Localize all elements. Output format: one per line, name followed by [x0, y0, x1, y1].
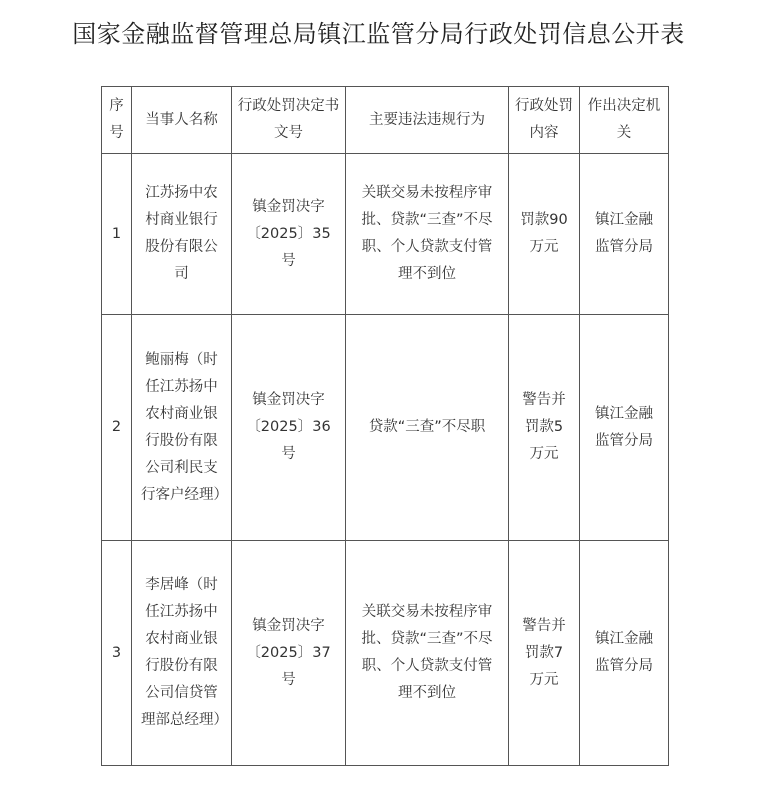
- cell-penalty: 罚款90万元: [509, 154, 580, 315]
- cell-authority: 镇江金融监管分局: [580, 315, 669, 541]
- header-violation: 主要违法违规行为: [346, 87, 509, 154]
- header-penalty: 行政处罚内容: [509, 87, 580, 154]
- penalty-info-table: [101, 86, 669, 766]
- cell-authority: 镇江金融监管分局: [580, 154, 669, 315]
- table-row: [102, 315, 669, 541]
- header-authority: 作出决定机关: [580, 87, 669, 154]
- cell-party: 鲍丽梅（时任江苏扬中农村商业银行股份有限公司利民支行客户经理）: [132, 315, 232, 541]
- header-party: 当事人名称: [132, 87, 232, 154]
- cell-party: 李居峰（时任江苏扬中农村商业银行股份有限公司信贷管理部总经理）: [132, 541, 232, 766]
- cell-authority: 镇江金融监管分局: [580, 541, 669, 766]
- cell-violation: 贷款“三查”不尽职: [346, 315, 509, 541]
- cell-doc-no: 镇金罚决字〔2025〕36号: [232, 315, 346, 541]
- header-doc-no: 行政处罚决定书文号: [232, 87, 346, 154]
- cell-index: 1: [102, 154, 132, 315]
- cell-violation: 关联交易未按程序审批、贷款“三查”不尽职、个人贷款支付管理不到位: [346, 541, 509, 766]
- page-title: 国家金融监督管理总局镇江监管分局行政处罚信息公开表: [72, 20, 685, 48]
- header-index: 序号: [102, 87, 132, 154]
- cell-doc-no: 镇金罚决字〔2025〕35号: [232, 154, 346, 315]
- cell-party: 江苏扬中农村商业银行股份有限公司: [132, 154, 232, 315]
- cell-penalty: 警告并罚款5万元: [509, 315, 580, 541]
- cell-index: 2: [102, 315, 132, 541]
- table-row: [102, 541, 669, 766]
- cell-index: 3: [102, 541, 132, 766]
- cell-violation: 关联交易未按程序审批、贷款“三查”不尽职、个人贷款支付管理不到位: [346, 154, 509, 315]
- cell-doc-no: 镇金罚决字〔2025〕37号: [232, 541, 346, 766]
- table-row: [102, 154, 669, 315]
- cell-penalty: 警告并罚款7万元: [509, 541, 580, 766]
- table-header-row: [102, 87, 669, 154]
